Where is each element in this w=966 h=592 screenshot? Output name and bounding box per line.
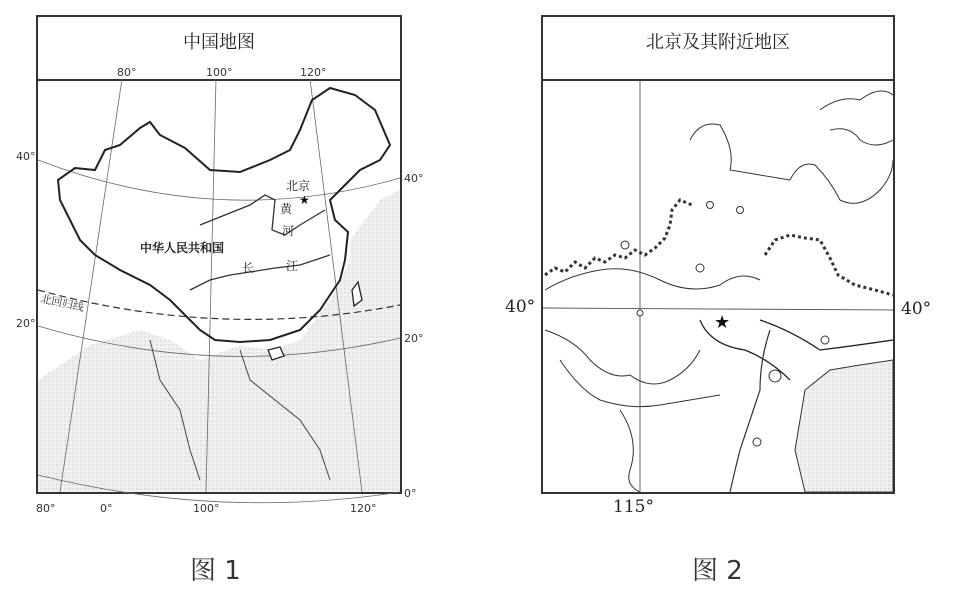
figure-1-caption: 图 1 — [190, 556, 241, 586]
lat-label: 40° — [404, 172, 424, 185]
tropic-label: 北回归线 — [39, 292, 86, 315]
lon-label: 0° — [100, 502, 113, 515]
beijing-map-panel — [541, 15, 895, 494]
country-label: 中华人民共和国 — [140, 241, 225, 255]
lat-label: 20° — [16, 317, 36, 330]
lon-label: 100° — [193, 502, 220, 515]
beijing-label: 北京 — [286, 179, 311, 193]
yangtze-label: 江 — [286, 259, 299, 273]
lon-label: 80° — [36, 502, 56, 515]
yellow-river-label: 黄 — [280, 202, 293, 216]
lon-label: 120° — [300, 66, 327, 79]
yangtze-label: 长 — [242, 261, 255, 275]
lon-label: 115° — [613, 497, 654, 517]
lon-label: 120° — [350, 502, 377, 515]
china-map-title: 中国地图 — [38, 17, 400, 81]
lon-label: 100° — [206, 66, 233, 79]
graticule-line — [38, 160, 400, 200]
china-map — [16, 66, 424, 515]
yellow-river-label: 河 — [282, 224, 295, 238]
beijing-map-title: 北京及其附近地区 — [543, 17, 893, 81]
lat-label: 40° — [505, 297, 536, 317]
lat-label: 40° — [901, 299, 932, 319]
lat-label: 0° — [404, 487, 417, 500]
beijing-star-icon: ★ — [714, 312, 731, 333]
lon-label: 80° — [117, 66, 137, 79]
figure-2-caption: 图 2 — [692, 556, 743, 586]
lat-label: 40° — [16, 150, 36, 163]
lat-label: 20° — [404, 332, 424, 345]
beijing-star-icon: ★ — [299, 193, 310, 207]
